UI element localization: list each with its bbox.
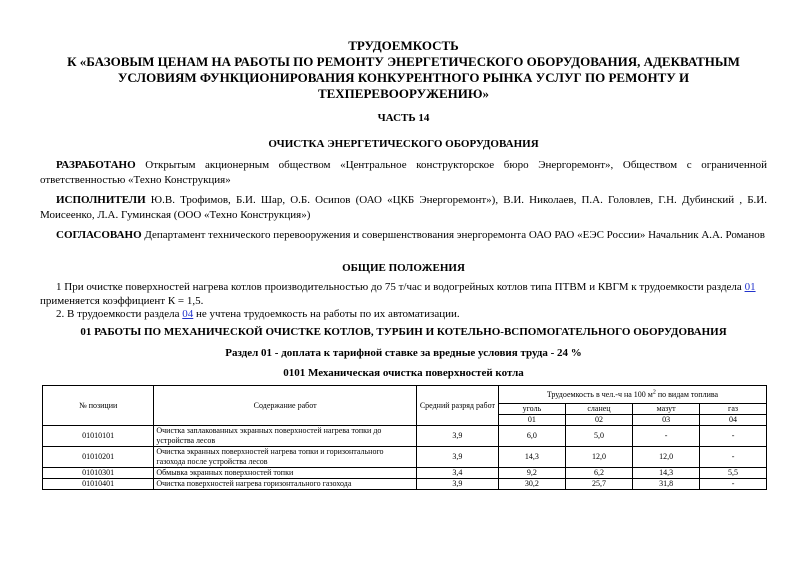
title-line: УСЛОВИЯМ ФУНКЦИОНИРОВАНИЯ КОНКУРЕНТНОГО РЫНКА УСЛУГ ПО РЕМОНТУ И bbox=[117, 70, 690, 85]
agreed-text: Департамент технического перевооружения и совершенствования энергоремонта ОАО РАО «ЕЭС России» Начальник А.А. Романов bbox=[141, 229, 765, 241]
row-value: - bbox=[633, 426, 700, 447]
col-position-header: № позиции bbox=[43, 386, 154, 426]
col-content-header: Содержание работ bbox=[154, 386, 417, 426]
developed-text: Открытым акционерным обществом «Центральное конструкторское бюро Энергоремонт», Обществом с ограниченной ответственностью «Техно Конструкция» bbox=[40, 159, 767, 186]
row-description: Очистка заплакованных экранных поверхностей нагрева топки до устройства лесов bbox=[154, 426, 417, 447]
row-value: 14,3 bbox=[498, 447, 565, 468]
razdel-heading: Раздел 01 - доплата к тарифной ставке за вредные условия труда - 24 % bbox=[225, 347, 582, 359]
col-labor-header: Трудоемкость в чел.-ч на 100 $м^2$ по видам топлива bbox=[498, 386, 766, 404]
row-position: 01010201 bbox=[43, 447, 154, 468]
row-value: 5,0 bbox=[565, 426, 632, 447]
fuel-header: сланец bbox=[565, 404, 632, 415]
subsection-heading: 0101 Механическая очистка поверхностей котла bbox=[283, 367, 524, 379]
part-heading: ЧАСТЬ 14 bbox=[377, 112, 430, 124]
table-row bbox=[43, 426, 767, 447]
works-heading: 01 РАБОТЫ ПО МЕХАНИЧЕСКОЙ ОЧИСТКЕ КОТЛОВ, ТУРБИН И КОТЕЛЬНО-ВСПОМОГАТЕЛЬНОГО ОБОРУДОВАНИЯ bbox=[80, 326, 727, 338]
general-item-1: 1 При очистке поверхностей нагрева котлов производительностью до 75 т/час и водогрейных котлов типа ПТВМ и КВГМ к трудоемкости раздела 01 применяется коэффициент К = 1,5. bbox=[40, 281, 756, 307]
agreed-paragraph bbox=[40, 228, 767, 243]
row-grade: 3,4 bbox=[416, 468, 498, 479]
document-title bbox=[40, 38, 767, 102]
section-01-link[interactable]: 01 bbox=[744, 281, 756, 293]
row-position: 01010301 bbox=[43, 468, 154, 479]
developed-label: РАЗРАБОТАНО bbox=[56, 159, 136, 171]
fuel-header: мазут bbox=[633, 404, 700, 415]
fuel-code: 01 bbox=[498, 415, 565, 426]
row-description: Очистка поверхностей нагрева горизонтального газохода bbox=[154, 479, 417, 490]
executors-paragraph bbox=[40, 193, 767, 223]
row-value: 12,0 bbox=[633, 447, 700, 468]
row-value: 25,7 bbox=[565, 479, 632, 490]
table-row bbox=[43, 447, 767, 468]
row-value: 9,2 bbox=[498, 468, 565, 479]
row-value: 6,2 bbox=[565, 468, 632, 479]
row-value: - bbox=[700, 479, 767, 490]
title-line: К «БАЗОВЫМ ЦЕНАМ НА РАБОТЫ ПО РЕМОНТУ ЭНЕРГЕТИЧЕСКОГО ОБОРУДОВАНИЯ, АДЕКВАТНЫМ bbox=[67, 54, 740, 69]
row-grade: 3,9 bbox=[416, 479, 498, 490]
col-grade-header: Средний разряд работ bbox=[416, 386, 498, 426]
developed-paragraph bbox=[40, 158, 767, 188]
general-heading: ОБЩИЕ ПОЛОЖЕНИЯ bbox=[342, 262, 465, 274]
row-description: Обмывка экранных поверхностей топки bbox=[154, 468, 417, 479]
fuel-header: уголь bbox=[498, 404, 565, 415]
fuel-code: 02 bbox=[565, 415, 632, 426]
row-value: - bbox=[700, 426, 767, 447]
section-heading: ОЧИСТКА ЭНЕРГЕТИЧЕСКОГО ОБОРУДОВАНИЯ bbox=[268, 138, 539, 150]
row-value: 6,0 bbox=[498, 426, 565, 447]
row-position: 01010101 bbox=[43, 426, 154, 447]
fuel-header: газ bbox=[700, 404, 767, 415]
row-position: 01010401 bbox=[43, 479, 154, 490]
row-value: 30,2 bbox=[498, 479, 565, 490]
fuel-code: 03 bbox=[633, 415, 700, 426]
row-grade: 3,9 bbox=[416, 447, 498, 468]
table-row bbox=[43, 468, 767, 479]
title-line: ТЕХПЕРЕВООРУЖЕНИЮ» bbox=[317, 86, 490, 101]
table-row bbox=[43, 479, 767, 490]
executors-text: Ю.В. Трофимов, Б.И. Шар, О.Б. Осипов (ОАО «ЦКБ Энергоремонт»), В.И. Николаев, П.А. Головлев, Г.Н. Дубинский , Б.И. Моисеенко, Л.А. Гуминская (ООО «Техно Конструкция») bbox=[40, 194, 767, 221]
labor-table bbox=[42, 385, 767, 490]
row-grade: 3,9 bbox=[416, 426, 498, 447]
executors-label: ИСПОЛНИТЕЛИ bbox=[56, 194, 146, 206]
fuel-code: 04 bbox=[700, 415, 767, 426]
row-value: 5,5 bbox=[700, 468, 767, 479]
row-value: - bbox=[700, 447, 767, 468]
general-item-2: 2. В трудоемкости раздела 04 не учтена трудоемкость на работы по их автоматизации. bbox=[56, 308, 460, 320]
row-description: Очистка экранных поверхностей нагрева топки и горизонтального газохода после устройства лесов bbox=[154, 447, 417, 468]
row-value: 12,0 bbox=[565, 447, 632, 468]
row-value: 31,8 bbox=[633, 479, 700, 490]
section-04-link[interactable]: 04 bbox=[182, 308, 194, 320]
row-value: 14,3 bbox=[633, 468, 700, 479]
agreed-label: СОГЛАСОВАНО bbox=[56, 229, 142, 241]
title-line: ТРУДОЕМКОСТЬ bbox=[348, 38, 459, 53]
